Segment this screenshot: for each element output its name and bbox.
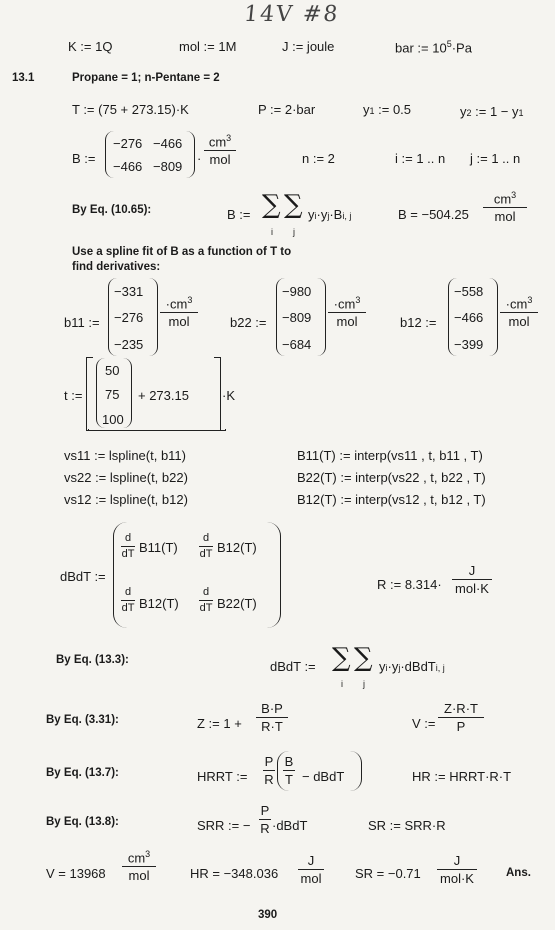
V-result: V = 13968 [46,866,106,881]
dBdT-matrix [113,522,281,628]
dBdT-cell: B22(T) [217,596,257,611]
def-K: K := 1Q [68,39,113,54]
eq-13-3-label: By Eq. (13.3): [56,654,129,666]
B-result: B = −504.25 [398,207,469,222]
temperature-def: T := (75 + 273.15)·K [72,102,189,117]
answer-label: Ans. [506,867,531,879]
t-value: 75 [105,387,120,402]
HR-def: HR := HRRT·R·T [412,769,512,784]
V-result-unit: $cm^3$ mol [122,850,156,882]
problem-number: 13.1 [12,72,35,84]
i-range: i := 1 .. n [395,151,446,166]
dBdT-cell: B12(T) [139,596,179,611]
SR-result: SR = −0.71 [355,866,421,881]
def-mol: mol := 1M [179,39,237,54]
eq-3-31-label: By Eq. (3.31): [46,714,119,726]
V-def: V := [412,716,436,731]
b11-unit: $\cdot cm^3$ mol [160,296,198,328]
B-unit: $cm^3$ mol [204,134,236,166]
eq-13-7-label: By Eq. (13.7): [46,767,119,779]
t-vector-label: t := [64,388,83,403]
j-range: j := 1 .. n [470,151,521,166]
dBdT-matrix-label: dBdT := [60,569,106,584]
b12-unit: $\cdot cm^3$ mol [500,296,538,328]
b12-value: −466 [454,310,484,325]
spline-note-line2: find derivatives: [72,261,161,273]
Z-fraction: $\frac{B\cdot P}{R\cdot T}$ [256,702,288,733]
HR-result: HR = −348.036 [190,866,279,881]
V-fraction: $\frac{Z\cdot R\cdot T}{P}$ [438,702,484,733]
gas-constant-unit: J mol·K [452,564,492,595]
spline-def: vs22 := lspline(t, b22) [64,470,188,485]
B-matrix-cell: −466 [153,136,183,151]
sum-i-icon: ∑ [332,643,351,673]
t-value: 50 [105,363,120,378]
b22-value: −980 [282,284,312,299]
eq-13-8-label: By Eq. (13.8): [46,816,119,828]
B-matrix-label: B := [72,151,96,166]
interp-def: B12(T) := interp(vs12 , t, b12 , T) [297,492,486,507]
B-matrix-cell: −466 [113,159,143,174]
b22-label: b22 := [230,315,267,330]
SR-def: SR := SRR·R [368,818,446,833]
t-value: 100 [102,412,124,427]
HRRT-def: HRRT := [197,769,248,784]
B-matrix-cell: −276 [113,136,143,151]
def-joule: J := joule [282,39,335,54]
page-number: 390 [258,909,278,921]
HR-result-unit: J mol [298,854,324,885]
gas-constant: R := 8.314· [377,577,442,592]
dBdT-sum-lhs: dBdT := [270,659,316,674]
dBdT-cell: B11(T) [139,540,178,555]
sum-i-icon: ∑ [262,190,281,220]
n-def: n := 2 [302,151,335,166]
spline-note-line1: Use a spline fit of B as a function of T to [72,246,292,258]
B-sum-lhs: B := [227,207,251,222]
species-definition: Propane = 1; n-Pentane = 2 [72,72,220,84]
dBdT-cell: B12(T) [217,540,257,555]
def-bar: bar := $10^5\cdot Pa$ [395,39,472,56]
b11-label: b11 := [64,315,100,330]
sum-j-icon: ∑ [354,643,373,673]
handwritten-title: 14V #8 [242,2,341,27]
y1-def: y1 := 0.5 [363,102,412,117]
B-matrix-cell: −809 [153,159,183,174]
t-unit: ·K [222,388,235,403]
spline-def: vs11 := lspline(t, b11) [64,448,186,463]
interp-def: B11(T) := interp(vs11 , t, b11 , T) [297,448,483,463]
dBdT-sum-body: yi·yj·dBdTi, j [379,659,445,674]
B-result-unit: $cm^3$ mol [483,191,527,223]
b11-value: −276 [114,310,144,325]
sum-j-icon: ∑ [284,190,303,220]
interp-def: B22(T) := interp(vs22 , t, b22 , T) [297,470,486,485]
b22-value: −684 [282,337,312,352]
b22-unit: $\cdot cm^3$ mol [328,296,366,328]
b22-value: −809 [282,310,312,325]
b11-value: −235 [114,337,144,352]
spline-def: vs12 := lspline(t, b12) [64,492,188,507]
b11-value: −331 [114,284,144,299]
SRR-def: SRR := − [197,818,251,833]
b12-value: −558 [454,284,484,299]
Z-def: Z := 1 + [197,716,242,731]
B-sum-body: yi·yj·Bi, j [308,207,352,222]
y2-def: y2 := 1 − y1 [460,104,524,119]
eq-10-65-label: By Eq. (10.65): [72,204,152,216]
pressure-def: P := 2·bar [258,102,316,117]
SR-result-unit: J mol·K [437,854,477,885]
b12-label: b12 := [400,315,437,330]
b12-value: −399 [454,337,484,352]
t-offset: + 273.15 [138,388,189,403]
